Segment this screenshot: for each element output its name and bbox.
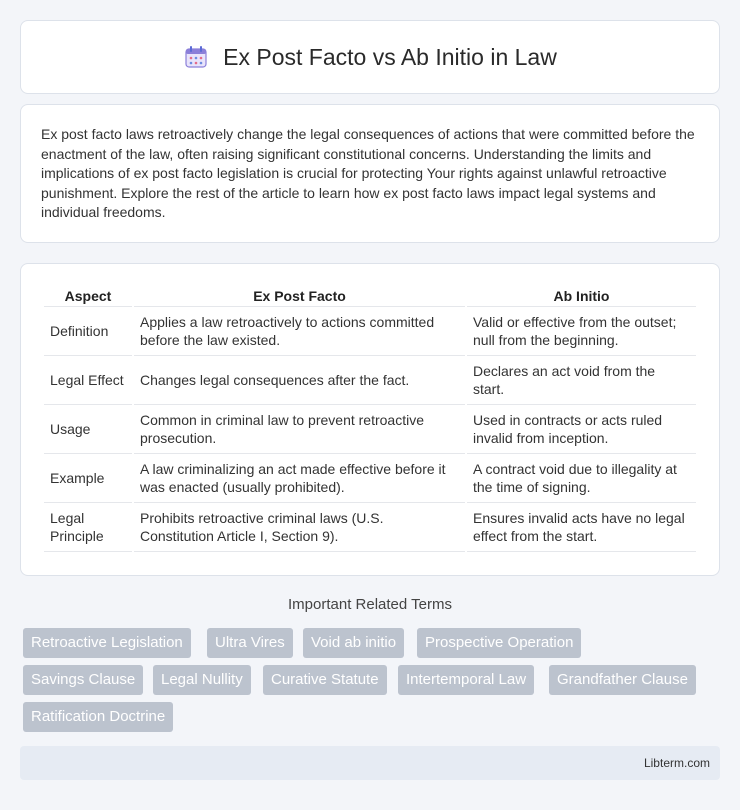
row-ab-initio: Used in contracts or acts ruled invalid from inception. <box>467 405 696 454</box>
header-card <box>20 20 720 94</box>
tag-legal-nullity[interactable]: Legal Nullity <box>153 665 251 695</box>
footer-site-link[interactable]: Libterm.com <box>643 756 710 770</box>
row-ex-post-facto: Applies a law retroactively to actions committed before the law existed. <box>134 307 465 356</box>
page-title: Ex Post Facto vs Ab Initio in Law <box>223 43 557 70</box>
row-ex-post-facto: A law criminalizing an act made effective before it was enacted (usually prohibited). <box>134 454 465 503</box>
table-row <box>44 307 696 356</box>
row-ex-post-facto: Prohibits retroactive criminal laws (U.S. Constitution Article I, Section 9). <box>134 503 465 552</box>
row-ab-initio: A contract void due to illegality at the time of signing. <box>467 454 696 503</box>
table-header-row <box>44 284 696 307</box>
header-ab-initio: Ab Initio <box>467 284 696 307</box>
row-ab-initio: Valid or effective from the outset; null from the beginning. <box>467 307 696 356</box>
row-ab-initio: Ensures invalid acts have no legal effect from the start. <box>467 503 696 552</box>
row-aspect: Legal Effect <box>44 356 132 405</box>
header-aspect: Aspect <box>44 284 132 307</box>
footer <box>20 746 720 780</box>
comparison-table <box>42 284 698 552</box>
row-ab-initio: Declares an act void from the start. <box>467 356 696 405</box>
table-row <box>44 356 696 405</box>
tag-ultra-vires[interactable]: Ultra Vires <box>207 628 293 658</box>
tag-ratification-doctrine[interactable]: Ratification Doctrine <box>23 702 173 732</box>
table-row <box>44 503 696 552</box>
tag-grandfather-clause[interactable]: Grandfather Clause <box>549 665 696 695</box>
table-row <box>44 454 696 503</box>
tag-prospective-operation[interactable]: Prospective Operation <box>417 628 581 658</box>
row-aspect: Usage <box>44 405 132 454</box>
row-ex-post-facto: Changes legal consequences after the fact. <box>134 356 465 405</box>
tag-curative-statute[interactable]: Curative Statute <box>263 665 387 695</box>
tag-retroactive-legislation[interactable]: Retroactive Legislation <box>23 628 191 658</box>
row-aspect: Legal Principle <box>44 503 132 552</box>
tag-savings-clause[interactable]: Savings Clause <box>23 665 143 695</box>
related-terms-title: Important Related Terms <box>288 596 452 613</box>
table-row <box>44 405 696 454</box>
header-ex-post-facto: Ex Post Facto <box>134 284 465 307</box>
calendar-icon <box>183 44 209 70</box>
tag-intertemporal-law[interactable]: Intertemporal Law <box>398 665 534 695</box>
row-ex-post-facto: Common in criminal law to prevent retroactive prosecution. <box>134 405 465 454</box>
row-aspect: Example <box>44 454 132 503</box>
intro-card <box>20 104 720 243</box>
row-aspect: Definition <box>44 307 132 356</box>
comparison-table-card <box>20 263 720 576</box>
tag-void-ab-initio[interactable]: Void ab initio <box>303 628 404 658</box>
intro-text: Ex post facto laws retroactively change the legal consequences of actions that were committed before the enactment of the law, often raising significant constitutional concerns. Understanding the limits and implications of ex post facto legislation is crucial for protecting Your rights against unlawful retroactive punishment. Explore the rest of the article to learn how ex post facto laws impact legal systems and individual freedoms. <box>41 126 695 221</box>
